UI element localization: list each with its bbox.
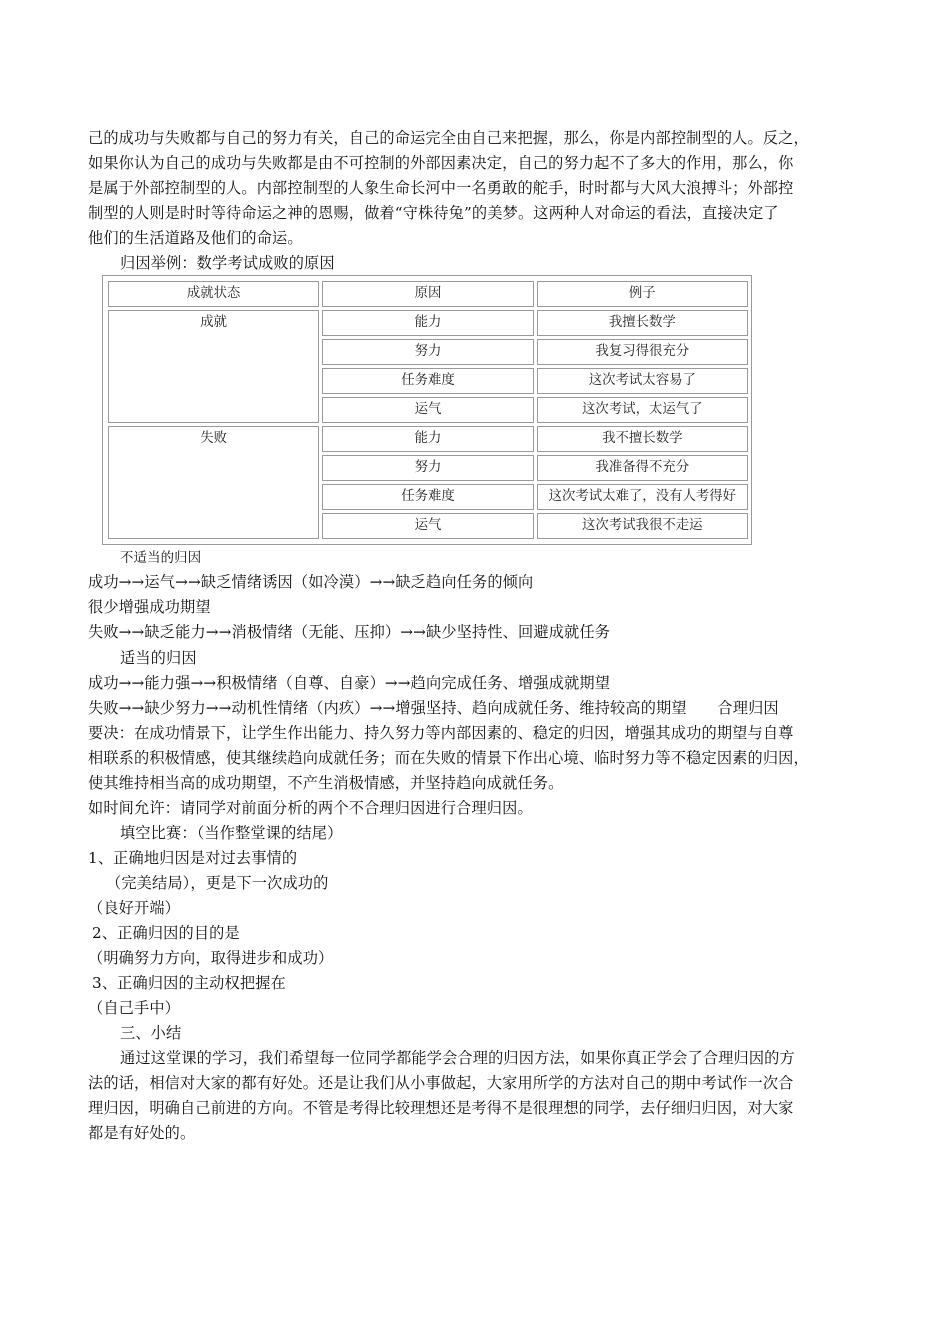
quiz-line: （明确努力方向，取得进步和成功） [88, 949, 334, 967]
example-cell: 这次考试，太运气了 [537, 397, 748, 423]
table-header-row [108, 281, 748, 307]
intro-line: 制型的人则是时时等待命运之神的恩赐，做着“守株待兔”的美梦。这两种人对命运的看法，直接决定了 [88, 204, 779, 222]
summary-line: 理归因，明确自己前进的方向。不管是考得比较理想还是考得不是很理想的同学，去仔细归归因，对大家 [88, 1099, 794, 1117]
example-cell: 我擅长数学 [537, 310, 748, 336]
reason-cell: 努力 [322, 339, 533, 365]
state-cell-failure: 失败 [108, 426, 319, 539]
example-cell: 这次考试太难了，没有人考得好 [537, 484, 748, 510]
appropriate-line: 相联系的积极情感，使其继续趋向成就任务；而在失败的情景下作出心境、临时努力等不稳定因素的归因， [88, 749, 809, 767]
intro-line: 是属于外部控制型的人。内部控制型的人象生命长河中一名勇敢的舵手，时时都与大风大浪搏斗；外部控 [88, 179, 794, 197]
attribution-table [102, 275, 752, 545]
reason-cell: 任务难度 [322, 368, 533, 394]
reason-cell: 能力 [322, 310, 533, 336]
table-header-cell: 例子 [537, 281, 748, 307]
quiz-line: （良好开端） [88, 899, 181, 917]
state-cell-success: 成就 [108, 310, 319, 423]
quiz-line: 1、正确地归因是对过去事情的 [88, 849, 298, 867]
inappropriate-line: 成功→→运气→→缺乏情绪诱因（如冷漠）→→缺乏趋向任务的倾向 [88, 573, 534, 591]
intro-line: 己的成功与失败都与自己的努力有关，自己的命运完全由自己来把握，那么，你是内部控制型的人。反之， [88, 129, 809, 147]
inappropriate-line: 失败→→缺乏能力→→消极情绪（无能、压抑）→→缺少坚持性、回避成就任务 [88, 623, 611, 641]
appropriate-line: 如时间允许：请同学对前面分析的两个不合理归因进行合理归因。 [88, 799, 533, 817]
summary-heading: 三、小结 [120, 1024, 182, 1042]
table-caption: 归因举例：数学考试成败的原因 [120, 254, 335, 272]
table-header-cell: 成就状态 [108, 281, 319, 307]
table-row [108, 310, 748, 336]
reason-cell: 任务难度 [322, 484, 533, 510]
quiz-line: （完美结局），更是下一次成功的 [106, 874, 329, 892]
inappropriate-line: 很少增强成功期望 [88, 598, 211, 616]
quiz-line: （自己手中） [88, 999, 181, 1017]
example-cell: 这次考试太容易了 [537, 368, 748, 394]
intro-line: 他们的生活道路及他们的命运。 [88, 229, 303, 247]
appropriate-line: 失败→→缺少努力→→动机性情绪（内疚）→→增强坚持、趋向成就任务、维持较高的期望 合理归因 [88, 699, 779, 717]
reason-cell: 能力 [322, 426, 533, 452]
quiz-heading: 填空比赛：（当作整堂课的结尾） [120, 824, 343, 842]
summary-line: 通过这堂课的学习，我们希望每一位同学都能学会合理的归因方法，如果你真正学会了合理归因的方 [120, 1049, 795, 1067]
reason-cell: 努力 [322, 455, 533, 481]
appropriate-line: 使其维持相当高的成功期望，不产生消极情感，并坚持趋向成就任务。 [88, 774, 564, 792]
example-cell: 我复习得很充分 [537, 339, 748, 365]
example-cell: 这次考试我很不走运 [537, 513, 748, 539]
example-cell: 我准备得不充分 [537, 455, 748, 481]
example-cell: 我不擅长数学 [537, 426, 748, 452]
table-header-cell: 原因 [322, 281, 533, 307]
reason-cell: 运气 [322, 513, 533, 539]
summary-line: 都是有好处的。 [88, 1124, 196, 1142]
quiz-line: 3、正确归因的主动权把握在 [92, 974, 286, 992]
appropriate-line: 成功→→能力强→→积极情绪（自尊、自豪）→→趋向完成任务、增强成就期望 [88, 674, 611, 692]
summary-line: 法的话，相信对大家的都有好处。还是让我们从小事做起，大家用所学的方法对自己的期中考试作一次合 [88, 1074, 794, 1092]
appropriate-line: 要决：在成功情景下，让学生作出能力、持久努力等内部因素的、稳定的归因，增强其成功的期望与自尊 [88, 724, 794, 742]
quiz-line: 2、正确归因的目的是 [92, 924, 240, 942]
inappropriate-heading: 不适当的归因 [120, 551, 202, 566]
appropriate-heading: 适当的归因 [120, 649, 197, 667]
intro-line: 如果你认为自己的成功与失败都是由不可控制的外部因素决定，自己的努力起不了多大的作用，那么，你 [88, 154, 794, 172]
table-row [108, 426, 748, 452]
reason-cell: 运气 [322, 397, 533, 423]
